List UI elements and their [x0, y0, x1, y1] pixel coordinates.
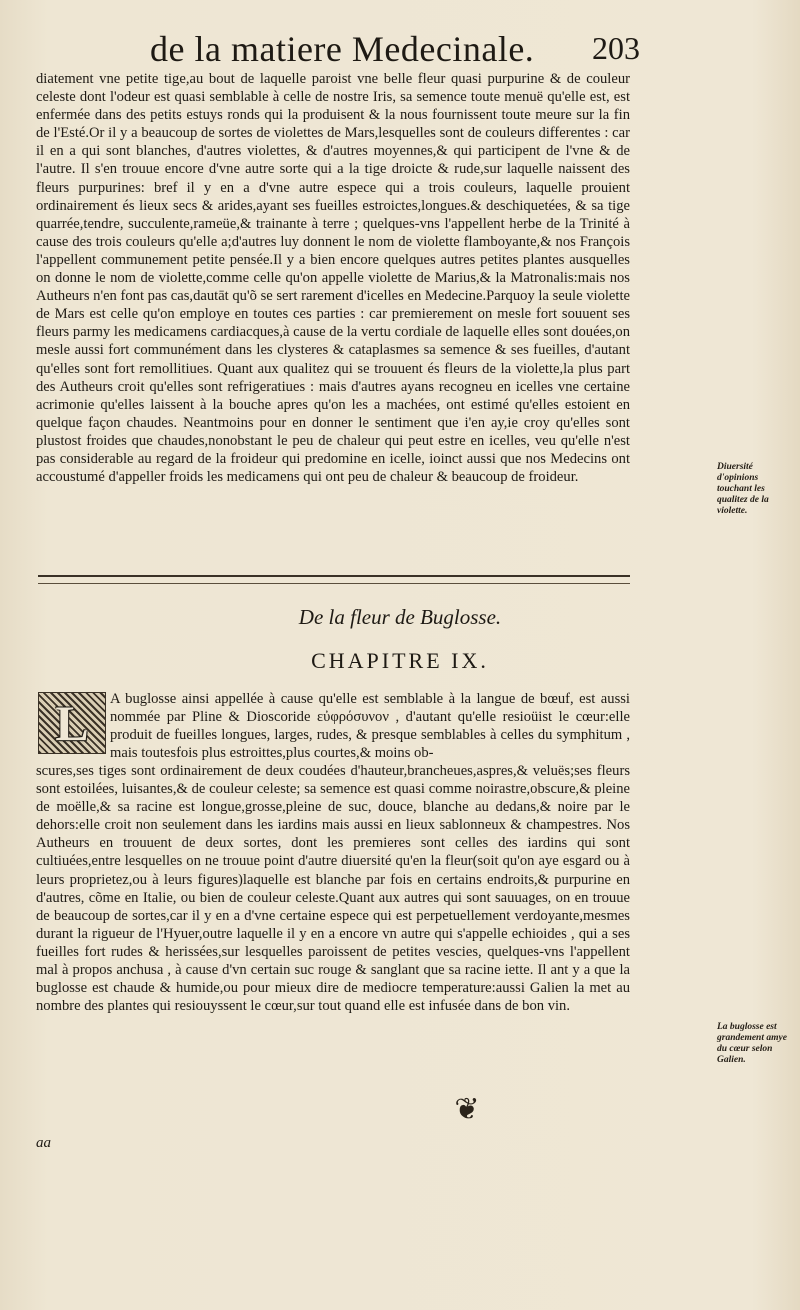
fleuron-icon: ❦ — [454, 1092, 480, 1127]
drop-cap-letter: L — [55, 695, 89, 751]
section-title: De la fleur de Buglosse. — [298, 605, 502, 629]
section-divider — [38, 575, 630, 584]
paragraph-violette: diatement vne petite tige,au bout de laquelle paroist vne belle fleur quasi purpurine & de couleur celeste dont l'odeur est quasi semblable à celle de nostre Iris, sa semence toute menuë qu'elle est, est enfermée dans des petits estuys ronds qui la produisent & la nous fournissent toute meure sur la fin de l'Esté.Or il y a beaucoup de sortes de violettes de Mars,lesquelles sont de couleurs differentes : car il en a qui sont blanches, d'autres violettes, & d'autres moyennes,& qui participent de l'vne & de l'autre. Il s'en trouue encore d'vne autre sorte qui a la tige droicte & rude,sur laquelle naissent des fleurs purpurines: bref il y en a d'vne autre espece qui a trois couleurs, laquelle prouient ordinairement és lieux secs & arides,ayant ses fueilles estroictes,longues.& deschiquetées, & sa tige quarrée,tendre, succulente,rameüe,& trainante à terre ; quelques-vns l'appellent herbe de la Trinité à cause des trois couleurs qu'elle a;d'autres luy donnent le nom de violette flambоyante,& nos François l'appellent communement petite pensée.Il y a bien encore quelques autres petites plantes ausquelles on donne le nom de violette,comme celle qu'on appelle violette de Marius,& la Matronalis:mais nos Autheurs n'en font pas cas,dautāt qu'õ se sert rarement d'icelles en Medecine.Parquoy la seule violette de Mars est celle qu'on employe en toutes ces parties : car premierement on mesle fort souuent ses fleurs parmy les medicamens cardiacques,à cause de la vertu cordiale de laquelle elles sont douées,on mesle aussi fort communément dans les clysteres & cataplasmes sa semence & ses fueilles, d'autant qu'elles sont fort remollitiues. Quant aux qualitez qui se trouuent és fleurs de la violette,la plus part des Autheurs croit qu'elles sont refrigeratiues : mais d'autres ayans recogneu en icelles vne certaine acrimonie qu'elles laissent à la bouche apres qu'on les a machées, ont estimé qu'elles estoient en quelque façon chaudes. Neantmoins pour en donner le sentiment que i'en ay,ie croy qu'elles sont plustost froides que chaudes,nonobstant le peu de chaleur qui peut estre en icelles, veu qu'elle n'est pas considerable au regard de la froideur qui predomine en icelle, ioinct aussi que nos Medecins ont accoustumé d'appeller froids les medicamens qui ont peu de chaleur & beaucoup de froideur. — [36, 71, 630, 486]
chapter-title: CHAPITRE IX. — [311, 648, 489, 673]
running-header — [150, 28, 640, 74]
paragraph-buglosse-lead: A buglosse ainsi appellée à cause qu'elle est semblable à la langue de bœuf, est aussi nommée par Pline & Dioscoride εὐφρόσυνον , d'autant qu'elle resioüist le cœur:elle produit de fueilles longues, larges, rudes, & presque semblables à celles du symphitum , mais toutesfois plus estroittes,plus courtes,& moins ob- — [110, 691, 630, 762]
page-number: 203 — [592, 30, 640, 66]
signature-mark: aa — [36, 1135, 51, 1151]
margin-note-buglosse: La buglosse est grandement amye du cœur selon Galien. — [717, 1022, 787, 1065]
margin-note-violette: Diuersité d'opinions touchant les qualitez de la violette. — [717, 462, 769, 516]
running-title: de la matiere Medecinale. — [150, 29, 535, 69]
paragraph-buglosse: scures,ses tiges sont ordinairement de deux coudées d'hauteur,brancheues,aspres,& veluës;ses fleurs sont estoilées, luisantes,& de couleur celeste; sa semence est quasi comme noirastre,obscure,& pleine de moëlle,& sa racine est longue,grosse,pleine de suc, douce, blanche au dedans,& noire par le dehors:elle croit non seulement dans les iardins mais aussi en lieux sablonneux & champestres. Nos Autheurs en trouuent de deux sortes, dont les premieres sont celles des iardins qui sont cultiuées,entre lesquelles on ne trouue point d'autre diuersité qu'en la fleur(soit qu'on aye esgard ou à leurs proprietez,ou à leurs figures)laquelle est blanche par fois en certains endroits,& purpurine en d'autres, cõme en Italie, ou bien de couleur celeste.Quant aux autres qui sont sauuages, on en trouue de beaucoup de sortes,car il y en a d'vne certaine espece qui est perpetuellement verdoyante,mesmes durant la rigueur de l'Hyuer,outre laquelle il y en a encore vn autre qui s'appelle echioides , qui a ses fueilles fort rudes & herissées,sur lesquelles paroissent de petites vescies, quelques-vns l'appellent mal à propos anchusa , à cause d'vn certain suc rouge & sanglant que sa racine iette. Il ant y a que la buglosse est chaude & humide,ou pour mieux dire de mediocre temperature:aussi Galien la met au nombre des plantes qui resiouyssent le cœur,sur tout quand elle est infusée dans de bon vin. — [36, 763, 630, 1015]
ornamental-drop-cap — [38, 692, 106, 754]
